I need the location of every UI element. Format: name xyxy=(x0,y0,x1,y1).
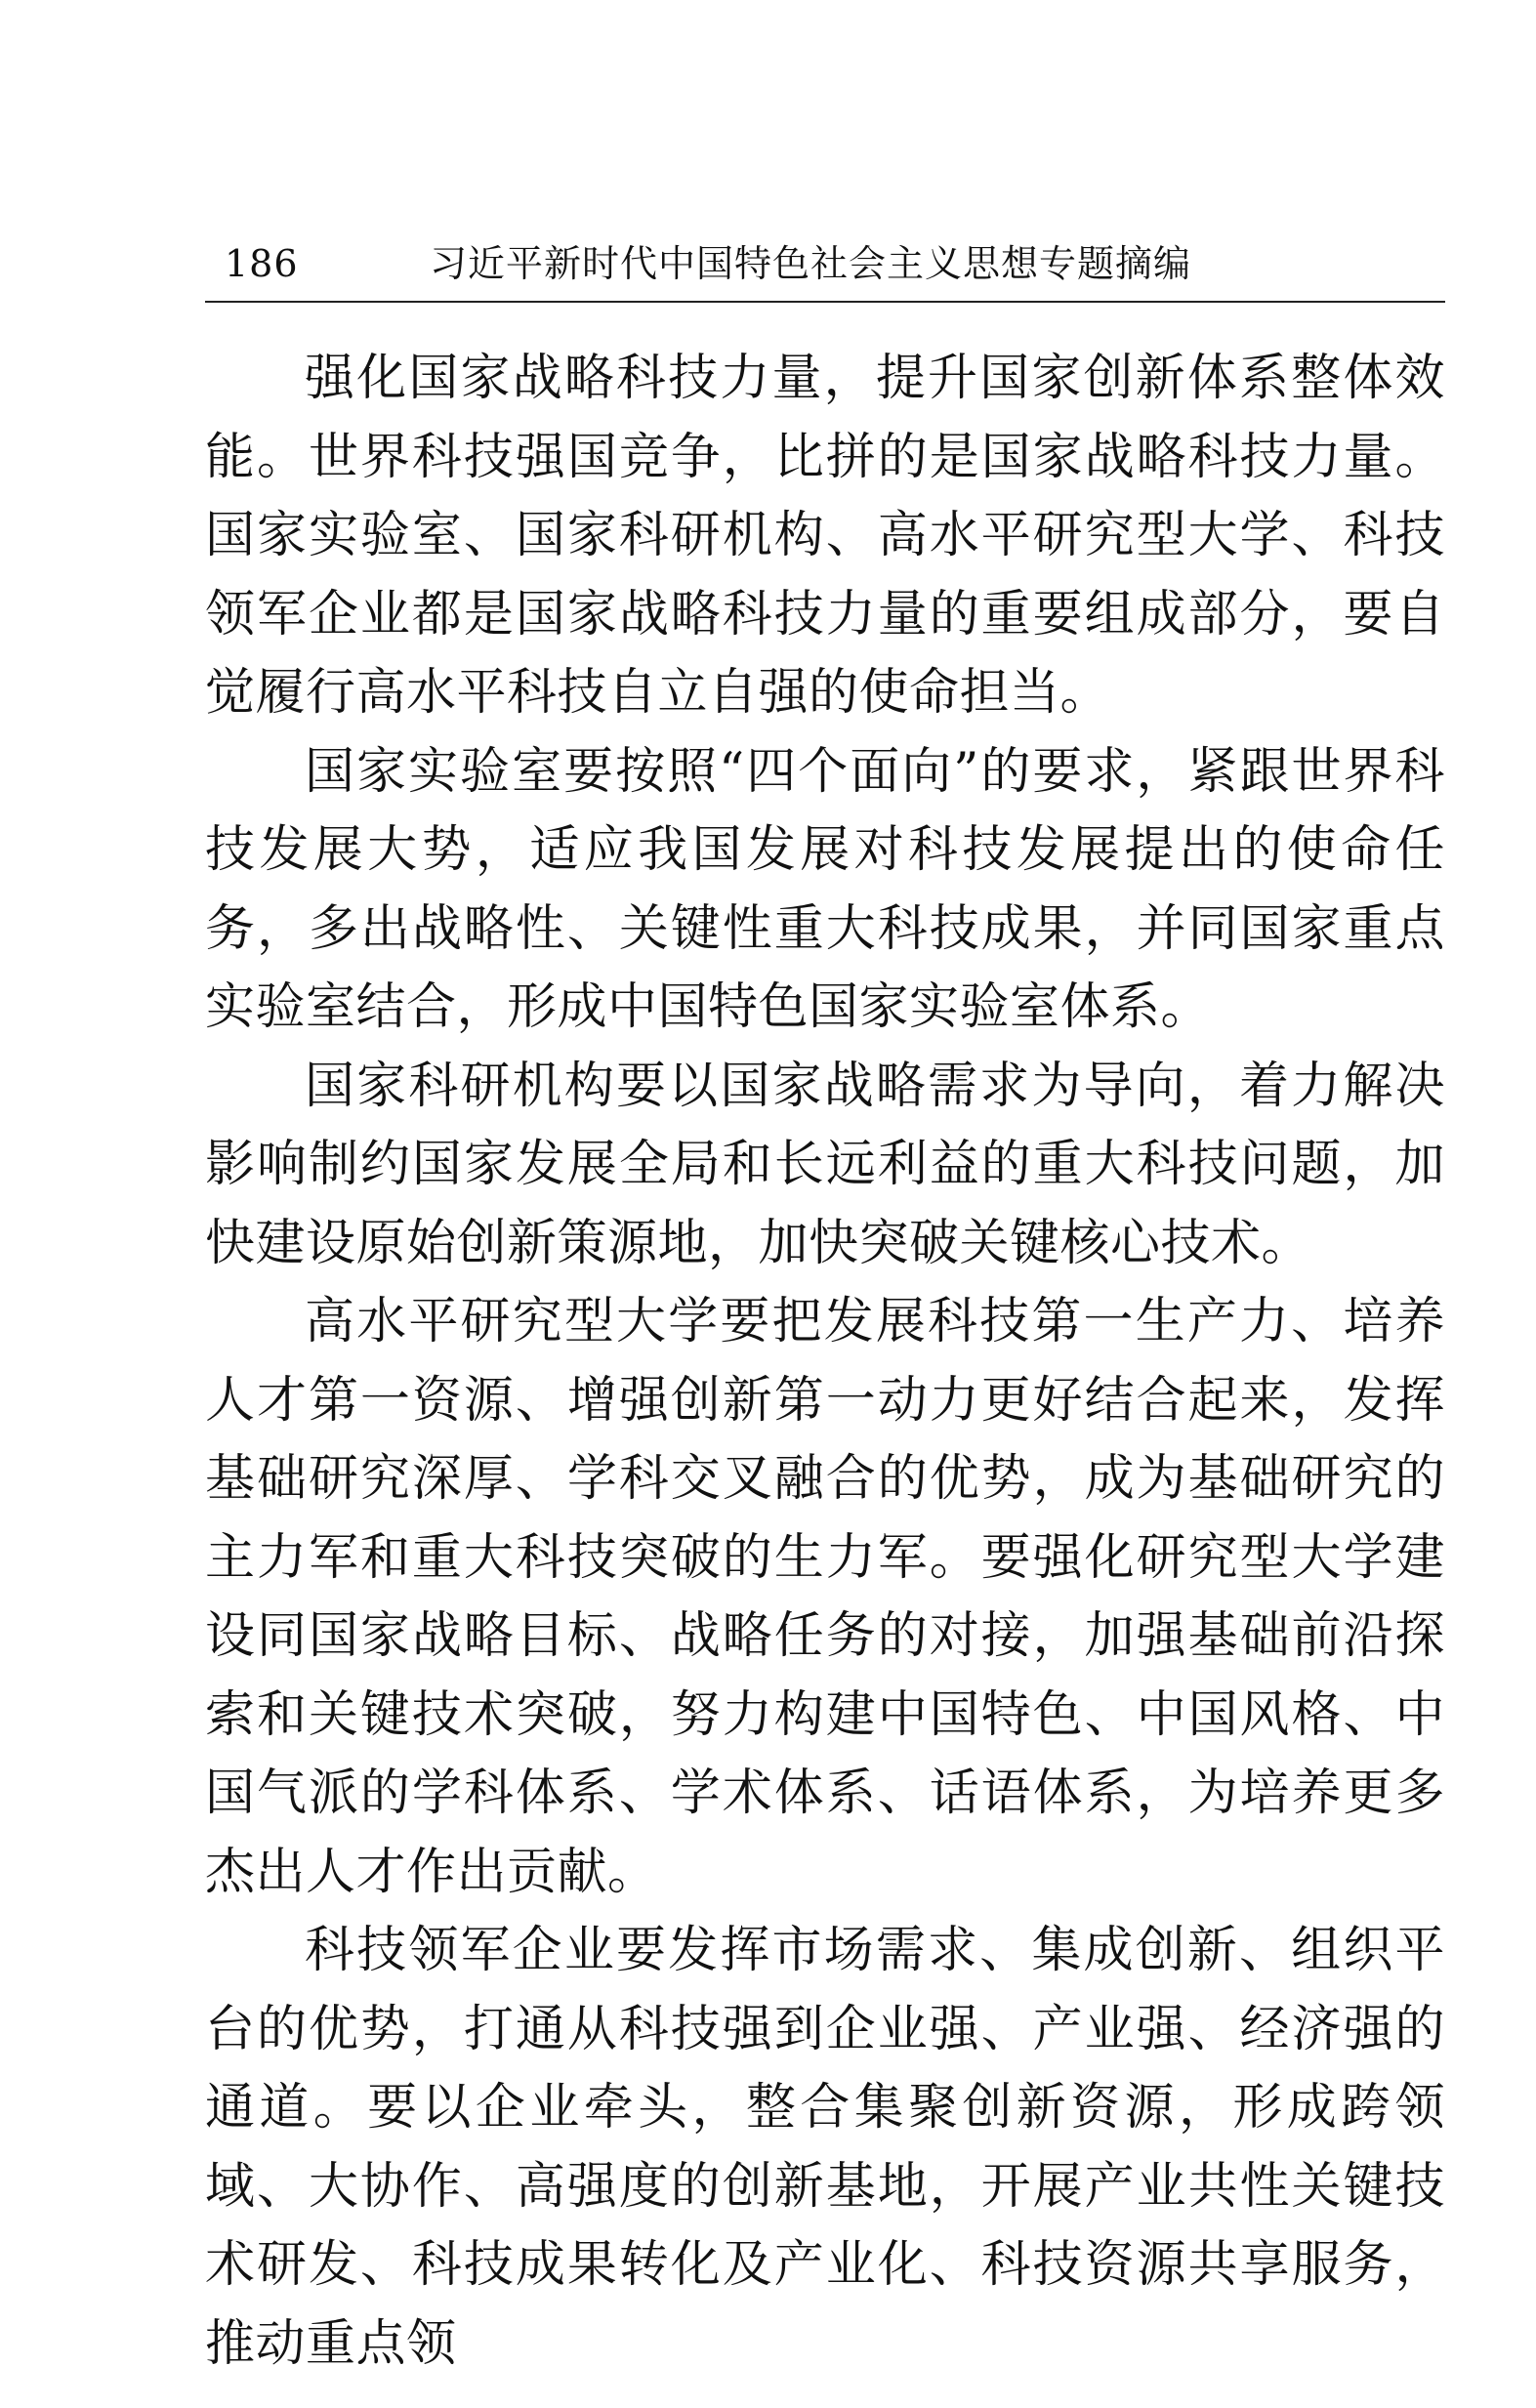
paragraph-research-universities: 高水平研究型大学要把发展科技第一生产力、培养人才第一资源、增强创新第一动力更好结合起来，发挥基础研究深厚、学科交叉融合的优势，成为基础研究的主力军和重大科技突破的生力军。要强化研究型大学建设同国家战略目标、战略任务的对接，加强基础前沿探索和关键技术突破，努力构建中国特色、中国风格、中国气派的学科体系、学术体系、话语体系，为培养更多杰出人才作出贡献。 xyxy=(205,1293,1445,1901)
body-text xyxy=(205,340,1445,2384)
running-header xyxy=(205,232,1445,303)
paragraph-national-laboratories: 国家实验室要按照“四个面向”的要求，紧跟世界科技发展大势，适应我国发展对科技发展提出的使命任务，多出战略性、关键性重大科技成果，并同国家重点实验室结合，形成中国特色国家实验室体系。 xyxy=(205,742,1445,1036)
page-number: 186 xyxy=(225,242,299,285)
book-title: 习近平新时代中国特色社会主义思想专题摘编 xyxy=(430,242,1192,285)
paragraph-research-institutions: 国家科研机构要以国家战略需求为导向，着力解决影响制约国家发展全局和长远利益的重大科技问题，加快建设原始创新策源地，加快突破关键核心技术。 xyxy=(205,1057,1445,1272)
paragraph-national-strategic-forces: 强化国家战略科技力量，提升国家创新体系整体效能。世界科技强国竞争，比拼的是国家战略科技力量。国家实验室、国家科研机构、高水平研究型大学、科技领军企业都是国家战略科技力量的重要组成部分，要自觉履行高水平科技自立自强的使命担当。 xyxy=(205,350,1445,722)
paragraph-leading-enterprises: 科技领军企业要发挥市场需求、集成创新、组织平台的优势，打通从科技强到企业强、产业强、经济强的通道。要以企业牵头，整合集聚创新资源，形成跨领域、大协作、高强度的创新基地，开展产业共性关键技术研发、科技成果转化及产业化、科技资源共享服务，推动重点领 xyxy=(205,1922,1445,2373)
